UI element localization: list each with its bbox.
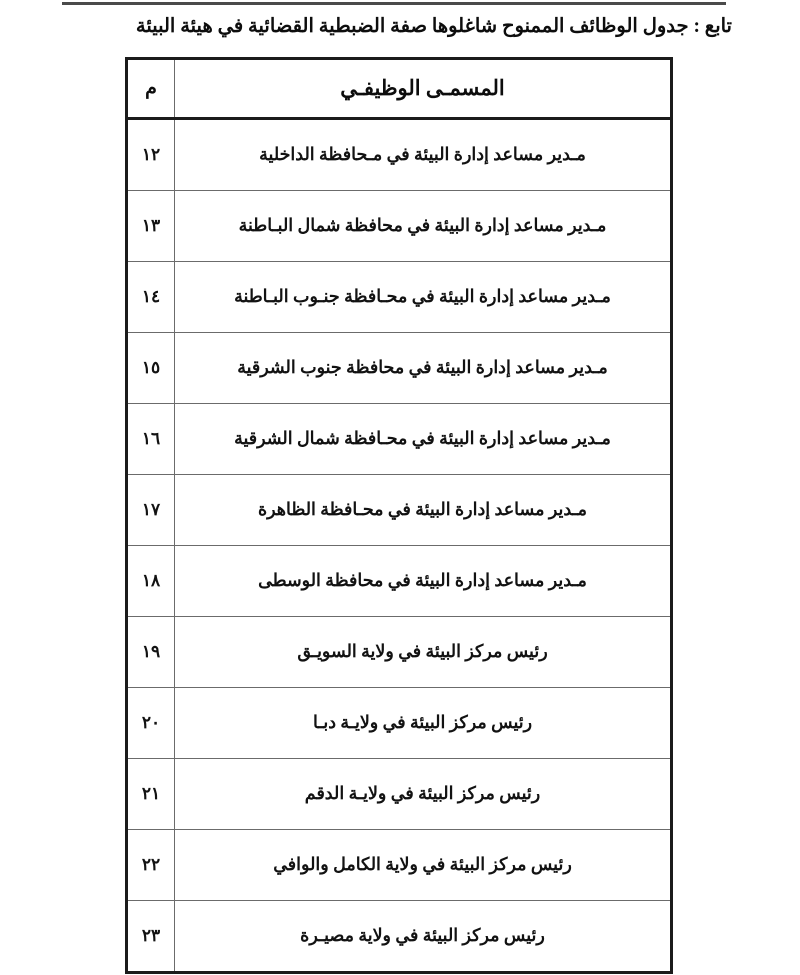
cell-row-number: ٢٢	[127, 830, 175, 901]
table-row	[127, 119, 672, 191]
table-row	[127, 191, 672, 262]
column-header-number: م	[127, 59, 175, 119]
cell-row-number: ١٣	[127, 191, 175, 262]
table-row	[127, 617, 672, 688]
cell-job-title: مـدير مساعد إدارة البيئة في مـحافظة الداخلية	[175, 119, 672, 191]
cell-row-number: ١٦	[127, 404, 175, 475]
jobs-table	[125, 57, 673, 974]
table-row	[127, 475, 672, 546]
table-row	[127, 688, 672, 759]
cell-job-title: رئيس مركز البيئة في ولاية السويـق	[175, 617, 672, 688]
cell-row-number: ٢١	[127, 759, 175, 830]
cell-row-number: ٢٠	[127, 688, 175, 759]
table-header	[127, 59, 672, 119]
table-body	[127, 119, 672, 973]
cell-row-number: ١٨	[127, 546, 175, 617]
cell-job-title: مـدير مساعد إدارة البيئة في محـافظة الظاهرة	[175, 475, 672, 546]
cell-job-title: رئيس مركز البيئة في ولايـة دبـا	[175, 688, 672, 759]
cell-row-number: ١٢	[127, 119, 175, 191]
cell-row-number: ١٩	[127, 617, 175, 688]
table-row	[127, 546, 672, 617]
table-row	[127, 830, 672, 901]
table-header-row	[127, 59, 672, 119]
cell-job-title: مـدير مساعد إدارة البيئة في محـافظة جنـوب البـاطنة	[175, 262, 672, 333]
cell-job-title: رئيس مركز البيئة في ولاية مصيـرة	[175, 901, 672, 973]
jobs-table-container	[128, 57, 673, 974]
table-row	[127, 404, 672, 475]
cell-job-title: مـدير مساعد إدارة البيئة في محافظة شمال البـاطنة	[175, 191, 672, 262]
table-row	[127, 333, 672, 404]
cell-job-title: رئيس مركز البيئة في ولاية الكامل والوافي	[175, 830, 672, 901]
table-row	[127, 901, 672, 973]
cell-job-title: مـدير مساعد إدارة البيئة في محـافظة شمال الشرقية	[175, 404, 672, 475]
cell-row-number: ١٧	[127, 475, 175, 546]
column-header-job-title: المسمـى الوظيفـي	[175, 59, 672, 119]
cell-job-title: رئيس مركز البيئة في ولايـة الدقم	[175, 759, 672, 830]
cell-row-number: ٢٣	[127, 901, 175, 973]
table-row	[127, 262, 672, 333]
table-row	[127, 759, 672, 830]
page-title: تابع : جدول الوظائف الممنوح شاغلوها صفة الضبطية القضائية في هيئة البيئة	[135, 16, 732, 37]
cell-row-number: ١٤	[127, 262, 175, 333]
page-top-rule	[62, 2, 726, 5]
cell-job-title: مـدير مساعد إدارة البيئة في محافظة جنوب الشرقية	[175, 333, 672, 404]
cell-row-number: ١٥	[127, 333, 175, 404]
cell-job-title: مـدير مساعد إدارة البيئة في محافظة الوسطى	[175, 546, 672, 617]
